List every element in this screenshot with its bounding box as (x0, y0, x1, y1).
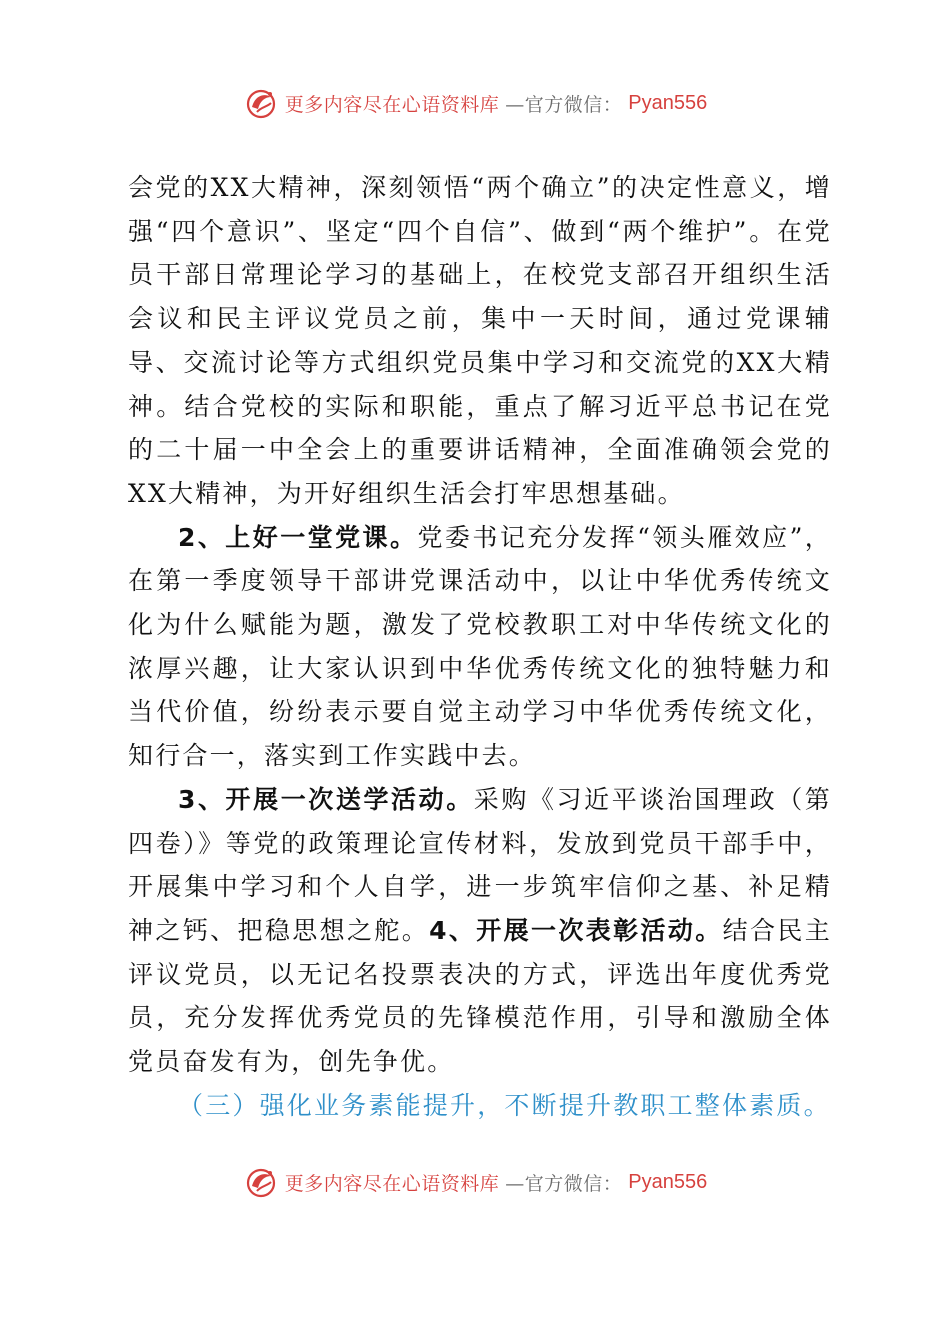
paragraph-2-heading: 2、上好一堂党课。 (178, 522, 418, 552)
paragraph-3 (128, 778, 832, 1084)
footer-banner-title: 更多内容尽在心语资料库 (284, 1172, 500, 1195)
footer-banner-wechat-label: —官方微信： (505, 1172, 623, 1195)
header-banner (0, 83, 950, 123)
footer-banner-wechat-id: Pyan556 (628, 1170, 708, 1193)
paragraph-4-heading: 4、开展一次表彰活动。 (429, 915, 723, 945)
brand-logo-icon (243, 85, 279, 121)
banner-wechat-label: —官方微信： (505, 93, 623, 116)
paragraph-3-text: 采购《习近平谈治国理政（第四卷）》等党的政策理论宣传材料，发放到党员干部手中，开展集中学习和个人自学，进一步筑牢信仰之基、补足精神之钙、把稳思想之舵。 (128, 784, 832, 945)
document-body (128, 166, 832, 1127)
footer-banner (0, 1162, 950, 1202)
paragraph-2-text: 党委书记充分发挥“领头雁效应”，在第一季度领导干部讲党课活动中，以让中华优秀传统文化为什么赋能为题，激发了党校教职工对中华传统文化的浓厚兴趣，让大家认识到中华优秀传统文化的独特魅力和当代价值，纷纷表示要自觉主动学习中华优秀传统文化，知行合一，落实到工作实践中去。 (128, 522, 833, 771)
paragraph-1: 会党的XX大精神，深刻领悟“两个确立”的决定性意义，增强“四个意识”、坚定“四个自信”、做到“两个维护”。在党员干部日常理论学习的基础上，在校党支部召开组织生活会议和民主评议党员之前，集中一天时间，通过党课辅导、交流讨论等方式组织党员集中学习和交流党的XX大精神。结合党校的实际和职能，重点了解习近平总书记在党的二十届一中全会上的重要讲话精神，全面准确领会党的XX大精神，为开好组织生活会打牢思想基础。 (128, 173, 832, 508)
banner-wechat-id: Pyan556 (628, 91, 708, 114)
paragraph-3-heading: 3、开展一次送学活动。 (178, 784, 474, 814)
paragraph-2 (128, 516, 832, 778)
banner-title: 更多内容尽在心语资料库 (284, 93, 500, 116)
brand-logo-icon (243, 1164, 279, 1200)
paragraph-4-text: 结合民主评议党员，以无记名投票表决的方式，评选出年度优秀党员，充分发挥优秀党员的先锋模范作用，引导和激励全体党员奋发有为，创先争优。 (128, 915, 832, 1077)
section-heading-3: （三）强化业务素能提升，不断提升教职工整体素质。 (178, 1090, 831, 1120)
